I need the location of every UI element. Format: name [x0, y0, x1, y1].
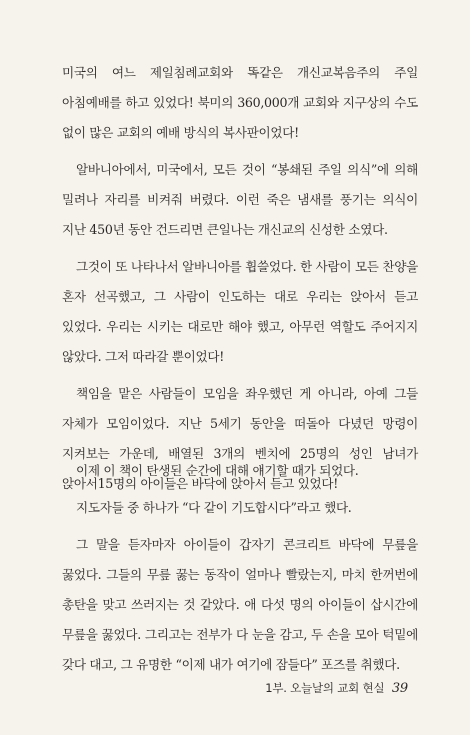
text-block-bottom: [62, 456, 418, 687]
running-footer-section: 1부. 오늘날의 교회 현실: [265, 681, 385, 695]
paragraph: 그것이 또 나타나서 알바니아를 휩쓸었다. 한 사람이 모든 찬양을 혼자 선곡했고, 그 사람이 인도하는 대로 우리는 앉아서 듣고 있었다. 우리는 시키는 대로만 해야 했고, 아무런 역할도 주어지지 않았다. 그저 따라갈 뿐이었다!: [62, 259, 418, 364]
paragraph: 미국의 여느 제일침례교회와 똑같은 개신교복음주의 주일 아침예배를 하고 있었다! 북미의 360,000개 교회와 지구상의 수도 없이 많은 교회의 예배 방식의 복사판이었다!: [62, 65, 418, 140]
paragraph: 지도자들 중 하나가 “다 같이 기도합시다”라고 했다.: [76, 500, 352, 515]
paragraph: 책임을 맡은 사람들이 모임을 좌우했던 게 아니라, 아예 그들 자체가 모임이었다. 지난 5세기 동안을 떠돌아 다녔던 망령이 지켜보는 가운데, 배열된 3개의 벤치에 25명의 성인 남녀가 앉아서15명의 아이들은 바닥에 앉아서 듣고 있었다!: [62, 386, 418, 491]
paragraph: 이제 이 책이 탄생된 순간에 대해 얘기할 때가 되었다.: [76, 463, 359, 478]
page-number: 39: [391, 681, 408, 696]
page-footer: [265, 680, 408, 696]
paragraph: 그 말을 듣자마자 아이들이 갑자기 콘크리트 바닥에 무릎을 꿇었다. 그들의 무릎 꿇는 동작이 얼마나 빨랐는지, 마치 한꺼번에 총탄을 맞고 쓰러지는 것 같았다. 애 다섯 명의 아이들이 삽시간에 무릎을 꿇었다. 그리고는 전부가 다 눈을 감고, 두 손을 모아 턱밑에 갖다 대고, 그 유명한 “이제 내가 여기에 잠들다” 포즈를 취했다.: [62, 537, 418, 672]
text-block-top: [62, 58, 418, 506]
paragraph: 알바니아에서, 미국에서, 모든 것이 “봉쇄된 주일 의식”에 의해 밀려나 자리를 비켜줘 버렸다. 이런 죽은 냄새를 풍기는 의식이 지난 450년 동안 건드리면 큰일나는 개신교의 신성한 소였다.: [62, 162, 418, 237]
